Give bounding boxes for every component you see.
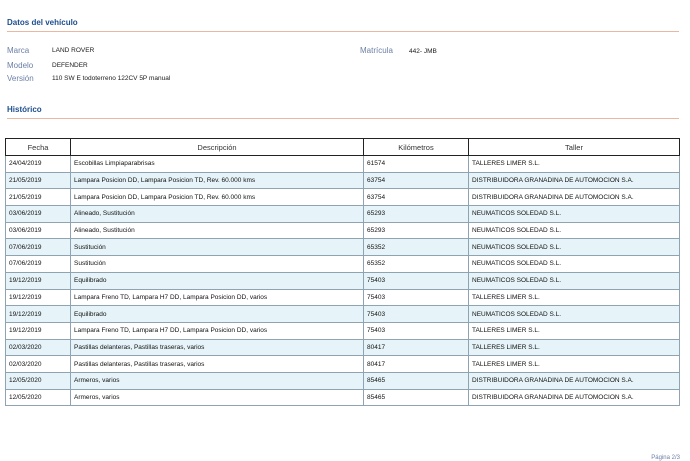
kilometros-cell: 85465	[364, 389, 469, 406]
taller-cell: NEUMATICOS SOLEDAD S.L.	[469, 272, 680, 289]
descripcion-cell: Equilibrado	[71, 272, 364, 289]
taller-cell: NEUMATICOS SOLEDAD S.L.	[469, 222, 680, 239]
fecha-cell: 02/03/2020	[6, 339, 71, 356]
descripcion-cell: Sustitución	[71, 239, 364, 256]
column-header-fecha: Fecha	[6, 139, 71, 156]
table-row	[6, 172, 680, 189]
matricula-label: Matrícula	[360, 46, 393, 55]
table-row	[6, 389, 680, 406]
kilometros-cell: 75403	[364, 306, 469, 323]
history-section-divider	[7, 118, 679, 119]
descripcion-cell: Armeros, varios	[71, 372, 364, 389]
table-row	[6, 189, 680, 206]
fecha-cell: 19/12/2019	[6, 272, 71, 289]
descripcion-cell: Pastillas delanteras, Pastillas traseras, varios	[71, 339, 364, 356]
vehicle-section-title: Datos del vehículo	[7, 18, 78, 27]
fecha-cell: 19/12/2019	[6, 289, 71, 306]
column-header-taller: Taller	[469, 139, 680, 156]
descripcion-cell: Lampara Posicion DD, Lampara Posicion TD, Rev. 60.000 kms	[71, 189, 364, 206]
column-header-descripcion: Descripción	[71, 139, 364, 156]
descripcion-cell: Pastillas delanteras, Pastillas traseras, varios	[71, 356, 364, 373]
taller-cell: TALLERES LIMER S.L.	[469, 339, 680, 356]
kilometros-cell: 75403	[364, 272, 469, 289]
descripcion-cell: Equilibrado	[71, 306, 364, 323]
marca-value: LAND ROVER	[52, 47, 95, 54]
table-row	[6, 372, 680, 389]
table-row	[6, 322, 680, 339]
descripcion-cell: Lampara Freno TD, Lampara H7 DD, Lampara Posicion DD, varios	[71, 322, 364, 339]
modelo-value: DEFENDER	[52, 62, 88, 69]
table-row	[6, 272, 680, 289]
table-row	[6, 356, 680, 373]
taller-cell: TALLERES LIMER S.L.	[469, 289, 680, 306]
descripcion-cell: Alineado, Sustitución	[71, 222, 364, 239]
taller-cell: DISTRIBUIDORA GRANADINA DE AUTOMOCION S.A.	[469, 172, 680, 189]
taller-cell: NEUMATICOS SOLEDAD S.L.	[469, 306, 680, 323]
fecha-cell: 24/04/2019	[6, 156, 71, 173]
fecha-cell: 07/06/2019	[6, 256, 71, 273]
fecha-cell: 12/05/2020	[6, 372, 71, 389]
history-table	[5, 138, 680, 406]
table-row	[6, 222, 680, 239]
taller-cell: NEUMATICOS SOLEDAD S.L.	[469, 239, 680, 256]
fecha-cell: 19/12/2019	[6, 306, 71, 323]
fecha-cell: 21/05/2019	[6, 172, 71, 189]
version-label: Versión	[7, 74, 34, 83]
fecha-cell: 03/06/2019	[6, 206, 71, 223]
descripcion-cell: Escobillas Limpiaparabrisas	[71, 156, 364, 173]
matricula-value: 442- JMB	[409, 48, 437, 55]
kilometros-cell: 63754	[364, 172, 469, 189]
page-number: Página 2/3	[651, 455, 680, 461]
kilometros-cell: 75403	[364, 289, 469, 306]
kilometros-cell: 65352	[364, 239, 469, 256]
taller-cell: DISTRIBUIDORA GRANADINA DE AUTOMOCION S.A.	[469, 189, 680, 206]
kilometros-cell: 75403	[364, 322, 469, 339]
kilometros-cell: 80417	[364, 339, 469, 356]
fecha-cell: 02/03/2020	[6, 356, 71, 373]
history-table-header	[6, 139, 680, 156]
fecha-cell: 21/05/2019	[6, 189, 71, 206]
table-row	[6, 239, 680, 256]
kilometros-cell: 80417	[364, 356, 469, 373]
taller-cell: TALLERES LIMER S.L.	[469, 322, 680, 339]
version-value: 110 SW E todoterreno 122CV 5P manual	[52, 75, 171, 82]
taller-cell: DISTRIBUIDORA GRANADINA DE AUTOMOCION S.A.	[469, 389, 680, 406]
kilometros-cell: 85465	[364, 372, 469, 389]
taller-cell: TALLERES LIMER S.L.	[469, 356, 680, 373]
table-row	[6, 156, 680, 173]
fecha-cell: 07/06/2019	[6, 239, 71, 256]
descripcion-cell: Alineado, Sustitución	[71, 206, 364, 223]
kilometros-cell: 61574	[364, 156, 469, 173]
fecha-cell: 03/06/2019	[6, 222, 71, 239]
descripcion-cell: Lampara Freno TD, Lampara H7 DD, Lampara Posicion DD, varios	[71, 289, 364, 306]
fecha-cell: 12/05/2020	[6, 389, 71, 406]
descripcion-cell: Armeros, varios	[71, 389, 364, 406]
descripcion-cell: Sustitución	[71, 256, 364, 273]
taller-cell: NEUMATICOS SOLEDAD S.L.	[469, 206, 680, 223]
vehicle-section-divider	[7, 31, 679, 32]
modelo-label: Modelo	[7, 61, 34, 70]
kilometros-cell: 65352	[364, 256, 469, 273]
table-row	[6, 306, 680, 323]
fecha-cell: 19/12/2019	[6, 322, 71, 339]
kilometros-cell: 65293	[364, 222, 469, 239]
marca-label: Marca	[7, 46, 30, 55]
table-row	[6, 256, 680, 273]
history-section-title: Histórico	[7, 105, 42, 114]
history-table-body	[6, 156, 680, 406]
kilometros-cell: 65293	[364, 206, 469, 223]
kilometros-cell: 63754	[364, 189, 469, 206]
descripcion-cell: Lampara Posicion DD, Lampara Posicion TD, Rev. 60.000 kms	[71, 172, 364, 189]
column-header-kilometros: Kilómetros	[364, 139, 469, 156]
table-row	[6, 289, 680, 306]
taller-cell: TALLERES LIMER S.L.	[469, 156, 680, 173]
table-row	[6, 206, 680, 223]
taller-cell: DISTRIBUIDORA GRANADINA DE AUTOMOCION S.A.	[469, 372, 680, 389]
table-row	[6, 339, 680, 356]
taller-cell: NEUMATICOS SOLEDAD S.L.	[469, 256, 680, 273]
